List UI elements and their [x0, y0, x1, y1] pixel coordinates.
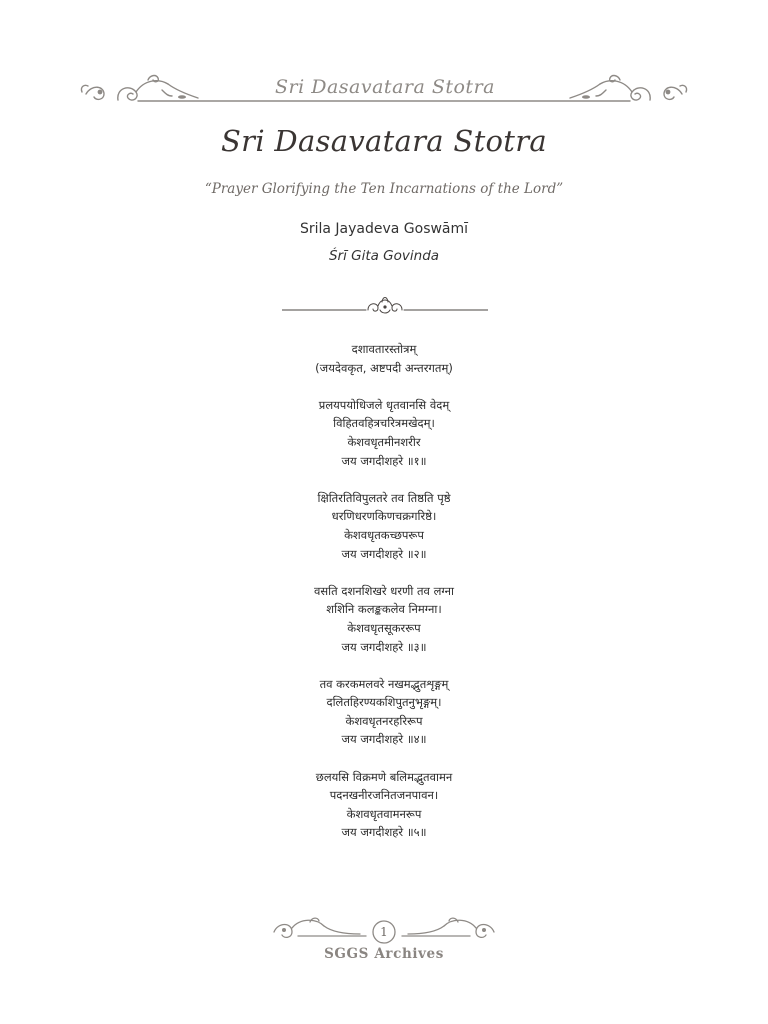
page-number: 1 [380, 925, 388, 939]
verse-line: शशिनि कलङ्ककलेव निमग्ना। [326, 602, 442, 617]
stanza-1 [0, 396, 768, 470]
verse-refrain: जय जगदीशहरे ॥३॥ [341, 639, 427, 654]
verse-refrain: जय जगदीशहरे ॥५॥ [341, 825, 427, 840]
page-title: Sri Dasavatara Stotra [220, 124, 547, 158]
verse-refrain: जय जगदीशहरे ॥४॥ [341, 732, 427, 747]
page-subtitle: “Prayer Glorifying the Ten Incarnations of the Lord” [204, 181, 564, 197]
stanza-2 [0, 489, 768, 563]
running-title: Sri Dasavatara Stotra [275, 76, 495, 98]
verse-line: वसति दशनशिखरे धरणी तव लग्ना [314, 583, 454, 598]
scroll-divider-ornament-icon [282, 292, 488, 318]
verse-line: केशवधृतकच्छपरूप [344, 527, 424, 542]
verse-line: पदनखनीरजनितजनपावन। [329, 788, 439, 803]
verse-refrain: जय जगदीशहरे ॥१॥ [341, 453, 427, 468]
verse-line: केशवधृतमीनशरीर [347, 434, 421, 449]
verse-refrain: जय जगदीशहरे ॥२॥ [341, 546, 427, 561]
source-work: Śrī Gita Govinda [328, 248, 440, 264]
footer-archive-label: SGGS Archives [324, 946, 444, 962]
verse-heading: दशावतारस्तोत्रम् [351, 342, 417, 356]
stanza-4 [0, 675, 768, 749]
verse-heading-note: (जयदेवकृत, अष्टपदी अन्तरगतम्) [315, 360, 453, 375]
verse-line: छलयसि विक्रमणे बलिमद्भुतवामन [315, 769, 453, 784]
verse-block [0, 340, 768, 842]
author-name: Srila Jayadeva Goswāmī [299, 221, 469, 237]
verse-line: धरणिधरणकिणचक्रगरिष्ठे। [331, 509, 437, 524]
verse-line: विहितवहित्रचरित्रमखेदम्। [333, 416, 435, 431]
section-divider [282, 292, 488, 318]
verse-line: दलितहिरण्यकशिपुतनुभृङ्गम्। [326, 695, 442, 710]
verse-line: तव करकमलवरे नखमद्भुतशृङ्गम् [319, 676, 449, 691]
stanza-3 [0, 582, 768, 656]
verse-line: केशवधृतनरहरिरूप [345, 713, 423, 728]
verse-line: क्षितिरतिविपुलतरे तव तिष्ठति पृष्ठे [317, 490, 451, 505]
verse-line: केशवधृतवामनरूप [346, 806, 422, 821]
stanza-5 [0, 768, 768, 842]
verse-line: प्रलयपयोधिजले धृतवानसि वेदम् [318, 397, 450, 412]
verse-line: केशवधृतसूकररूप [347, 620, 421, 635]
